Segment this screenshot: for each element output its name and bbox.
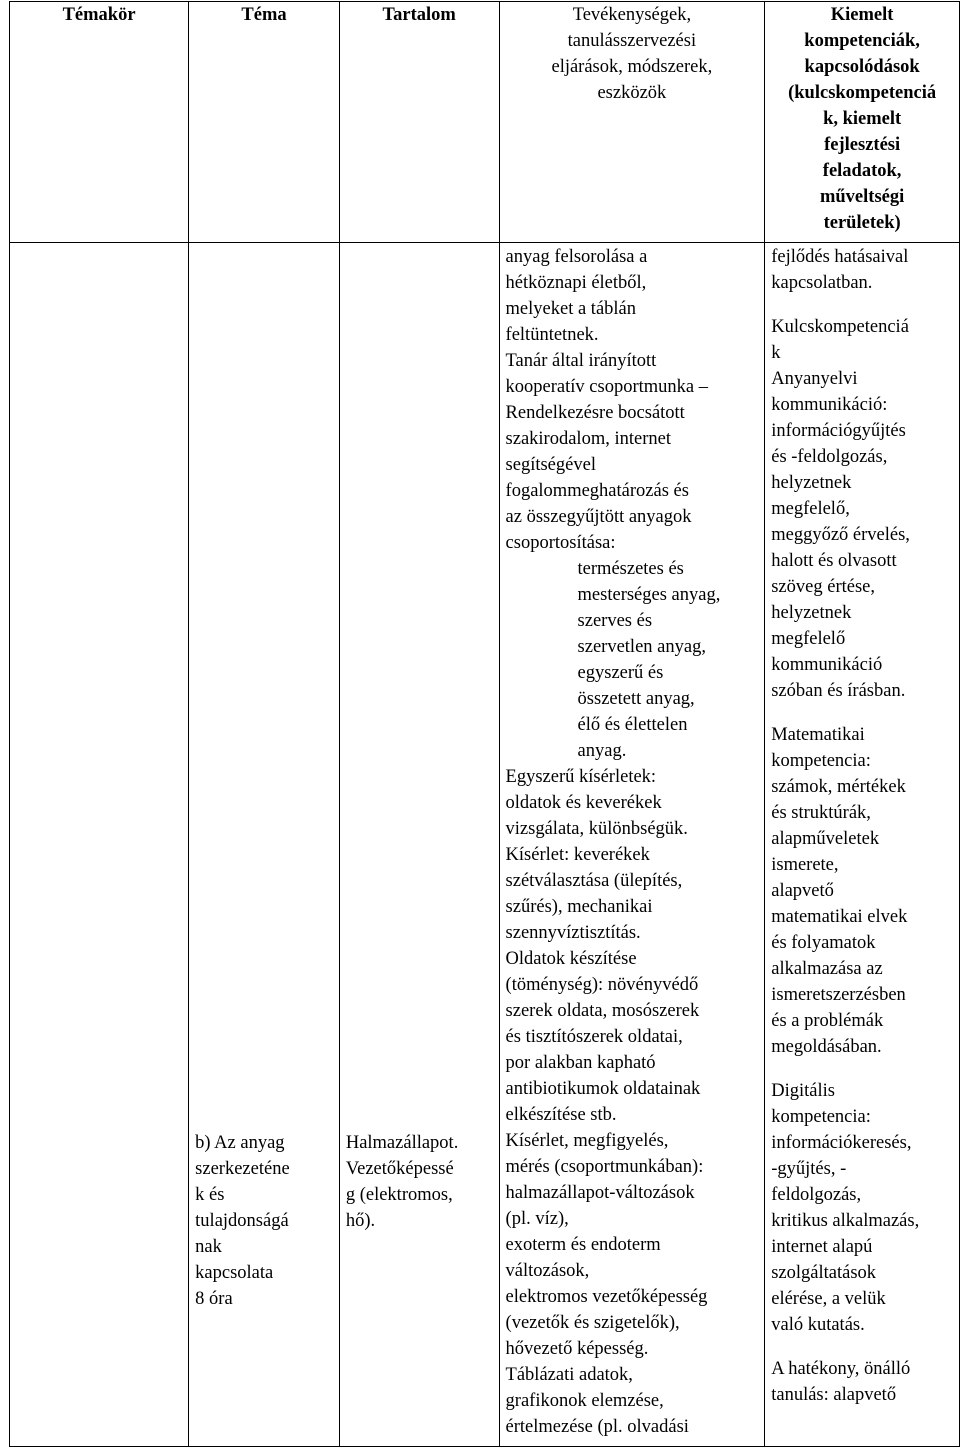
text-line: információkeresés, [771,1133,912,1153]
text-line: szervetlen anyag, [577,637,706,657]
text-line: Oldatok készítése [505,949,637,969]
text-line: kommunikáció [771,655,883,675]
text-line: összetett anyag, [577,689,695,709]
text-line: szakirodalom, internet [505,429,671,449]
gap [771,1338,953,1356]
text-line: változások, [505,1261,590,1281]
komp-kulcs-title-lines [771,314,953,366]
text-line: vizsgálata, különbségük. [505,819,688,839]
text-line: szóban és írásban. [771,681,906,701]
text-line: matematikai elvek [771,907,908,927]
text-line: Kísérlet, megfigyelés, [505,1131,669,1151]
text-line: oldatok és keverékek [505,793,662,813]
text-line: kapcsolata [195,1263,274,1283]
text-line: nak [195,1237,222,1257]
text-line: Matematikai [771,725,865,745]
text-line: alkalmazása az [771,959,883,979]
text-line: és -feldolgozás, [771,447,888,467]
text-line: antibiotikumok oldatainak [505,1079,701,1099]
text-line: természetes és [577,559,684,579]
text-line: hő). [345,1211,376,1231]
text-line: kompetencia: [771,1107,871,1127]
tartalom-lines [346,1130,493,1234]
text-line: kompetenciák, [804,31,920,51]
header-row [10,2,960,243]
text-line: tanulásszervezési [567,31,697,51]
header-tema-text: Téma [241,5,287,25]
tevekenysegek-indented-lines [506,556,759,764]
text-line: Kísérlet: keverékek [505,845,650,865]
text-line: kompetencia: [771,751,871,771]
header-tevekenysegek-lines [500,2,765,106]
komp-anyanyelvi-lines [771,366,953,704]
text-line: anyag. [577,741,627,761]
header-kompetenciak-lines [765,2,959,236]
text-line: hétköznapi életből, [505,273,647,293]
text-line: csoportosítása: [505,533,616,553]
text-line: eljárások, módszerek, [551,57,713,77]
text-line: szerek oldata, mosószerek [505,1001,700,1021]
tema-lines [195,1130,333,1312]
text-line: és struktúrák, [771,803,871,823]
text-line: elkészítése stb. [505,1105,617,1125]
text-line: szétválasztása (ülepítés, [505,871,683,891]
text-line: segítségével [505,455,596,475]
text-line: Halmazállapot. [345,1133,459,1153]
cell-kompetenciak [765,243,960,1447]
text-line: por alakban kapható [505,1053,656,1073]
text-line: A hatékony, önálló [771,1359,911,1379]
komp-intro-lines [771,244,953,296]
text-line: ismerete, [771,855,839,875]
text-line: és a problémák [771,1011,884,1031]
text-line: eszközök [597,83,667,103]
text-line: egyszerű és [577,663,664,683]
text-line: (töménység): növényvédő [505,975,699,995]
header-kompetenciak [765,2,960,243]
text-line: megoldásában. [771,1037,882,1057]
text-line: alapműveletek [771,829,880,849]
cell-tartalom [339,243,499,1447]
text-line: Tanár által irányított [505,351,657,371]
text-line: Kulcskompetenciá [771,317,909,337]
text-line: szerves és [577,611,653,631]
text-line: megfelelő [771,629,846,649]
cell-tevekenysegek [499,243,765,1447]
curriculum-table [9,1,960,1447]
header-temakor-text: Témakör [62,5,136,25]
content-row [10,243,960,1447]
text-line: Kiemelt [830,5,894,25]
text-line: exoterm és endoterm [505,1235,661,1255]
text-line: fejlődés hatásaival [771,247,909,267]
text-line: Vezetőképessé [345,1159,454,1179]
gap [771,704,953,722]
text-line: k és [195,1185,225,1205]
text-line: fogalommeghatározás és [505,481,689,501]
text-line: melyeket a táblán [505,299,637,319]
text-line: megfelelő, [771,499,850,519]
text-line: feldolgozás, [771,1185,862,1205]
text-line: mérés (csoportmunkában): [505,1157,704,1177]
text-line: Egyszerű kísérletek: [505,767,657,787]
text-line: feladatok, [822,161,902,181]
header-tartalom-text: Tartalom [382,5,456,25]
text-line: fejlesztési [824,135,901,155]
header-tartalom [339,2,499,243]
text-line: k, kiemelt [823,109,902,129]
text-line: műveltségi [819,187,905,207]
text-line: való kutatás. [771,1315,865,1335]
header-tema [189,2,340,243]
text-line: elérése, a velük [771,1289,886,1309]
text-line: alapvető [771,881,834,901]
text-line: az összegyűjtött anyagok [505,507,692,527]
header-tevekenysegek [499,2,765,243]
text-line: elektromos vezetőképesség [505,1287,708,1307]
text-line: Tevékenységek, [572,5,692,25]
tevekenysegek-lines [506,244,759,556]
text-line: szűrés), mechanikai [505,897,653,917]
cell-tema [189,243,340,1447]
text-line: (kulcskompetenciá [788,83,937,103]
text-line: b) Az anyag [195,1133,285,1153]
text-line: halmazállapot-változások [505,1183,695,1203]
text-line: szolgáltatások [771,1263,877,1283]
text-line: kritikus alkalmazás, [771,1211,920,1231]
text-line: halott és olvasott [771,551,897,571]
text-line: (pl. víz), [505,1209,569,1229]
text-line: szerkezeténe [195,1159,290,1179]
text-line: tanulás: alapvető [771,1385,897,1405]
komp-hatekony-lines [771,1356,953,1408]
text-line: helyzetnek [771,473,852,493]
text-line: anyag felsorolása a [505,247,648,267]
tevekenysegek-rest-lines [506,764,759,1440]
text-line: információgyűjtés [771,421,906,441]
text-line: internet alapú [771,1237,873,1257]
text-line: k [771,343,781,363]
komp-digitalis-lines [771,1078,953,1338]
text-line: Rendelkezésre bocsátott [505,403,685,423]
text-line: feltüntetnek. [505,325,599,345]
text-line: szöveg értése, [771,577,875,597]
text-line: grafikonok elemzése, [505,1391,664,1411]
text-line: szennyvíztisztítás. [505,923,641,943]
text-line: számok, mértékek [771,777,906,797]
text-line: élő és élettelen [577,715,688,735]
text-line: értelmezése (pl. olvadási [505,1417,689,1437]
text-line: meggyőző érvelés, [771,525,910,545]
text-line: tulajdonságá [195,1211,289,1231]
text-line: (vezetők és szigetelők), [505,1313,680,1333]
text-line: Anyanyelvi [771,369,858,389]
komp-matematikai-lines [771,722,953,1060]
text-line: és tisztítószerek oldatai, [505,1027,683,1047]
gap [771,296,953,314]
text-line: 8 óra [195,1289,233,1309]
text-line: ismeretszerzésben [771,985,906,1005]
text-line: helyzetnek [771,603,852,623]
text-line: kapcsolódások [804,57,920,77]
text-line: -gyűjtés, - [771,1159,847,1179]
text-line: Táblázati adatok, [505,1365,633,1385]
cell-temakor [10,243,189,1447]
text-line: Digitális [771,1081,835,1101]
text-line: kooperatív csoportmunka – [505,377,708,397]
text-line: kommunikáció: [771,395,888,415]
text-line: kapcsolatban. [771,273,873,293]
text-line: g (elektromos, [345,1185,453,1205]
text-line: és folyamatok [771,933,876,953]
text-line: hővezető képesség. [505,1339,649,1359]
text-line: mesterséges anyag, [577,585,721,605]
gap [771,1060,953,1078]
header-temakor [10,2,189,243]
text-line: területek) [823,213,901,233]
